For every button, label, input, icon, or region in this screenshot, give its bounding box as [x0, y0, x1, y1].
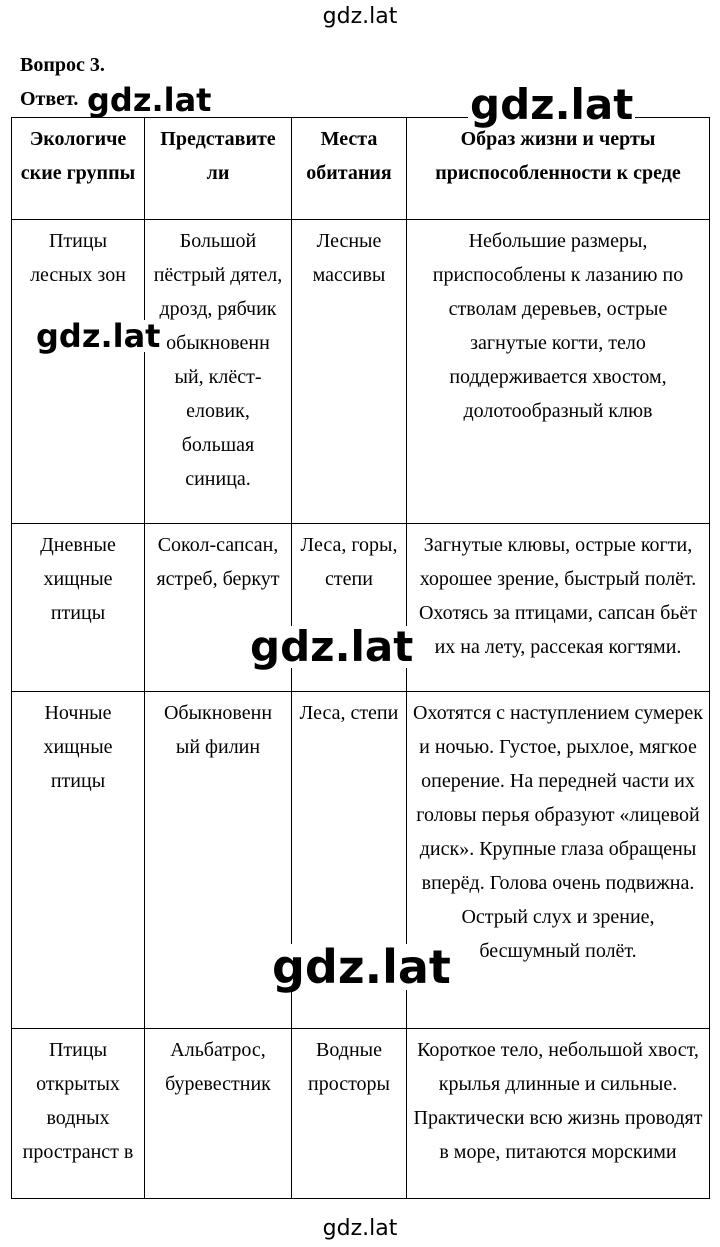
table-cell: Дневные хищные птицы: [12, 524, 145, 692]
table-cell: Птицы лесных зон: [12, 220, 145, 524]
header-cell: Представите ли: [145, 118, 292, 220]
question-title: Вопрос 3.: [20, 54, 105, 76]
table-cell: Небольшие размеры, приспособлены к лазанию по стволам деревьев, острые загнутые когти, тело поддерживается хвостом, долотообразный клюв: [407, 220, 710, 524]
table-cell: Птицы открытых водных пространст в: [12, 1029, 145, 1199]
answer-label: Ответ.: [20, 88, 79, 110]
table-cell: Леса, степи: [292, 692, 407, 1029]
header-cell: Экологиче ские группы: [12, 118, 145, 220]
watermark: gdz.lat: [470, 80, 634, 129]
table-header-row: [12, 118, 710, 220]
watermark: gdz.lat: [87, 81, 212, 119]
table-cell: Ночные хищные птицы: [12, 692, 145, 1029]
table-cell: Альбатрос, буревестник: [145, 1029, 292, 1199]
table-row: [12, 220, 710, 524]
table-cell: Большой пёстрый дятел, дрозд, рябчик обыкновенн ый, клёст-еловик, большая синица.: [145, 220, 292, 524]
site-header: gdz.lat: [322, 4, 398, 29]
watermark: gdz.lat: [272, 940, 451, 994]
table-cell: Охотятся с наступлением сумерек и ночью. Густое, рыхлое, мягкое оперение. На передней части их головы перья образуют «лицевой диск». Крупные глаза обращены вперёд. Голова очень подвижна. Острый слух и зрение, бесшумный полёт.: [407, 692, 710, 1029]
site-footer: gdz.lat: [322, 1216, 398, 1241]
header-cell: Места обитания: [292, 118, 407, 220]
table-cell: Водные просторы: [292, 1029, 407, 1199]
table-cell: Обыкновенн ый филин: [145, 692, 292, 1029]
table-cell: Загнутые клювы, острые когти, хорошее зрение, быстрый полёт. Охотясь за птицами, сапсан бьёт их на лету, рассекая когтями.: [407, 524, 710, 692]
table-row: [12, 1029, 710, 1199]
table-cell: Короткое тело, небольшой хвост, крылья длинные и сильные. Практически всю жизнь проводят в море, питаются морскими: [407, 1029, 710, 1199]
header-cell: Образ жизни и черты приспособленности к среде: [407, 118, 710, 220]
table-cell: Леса, горы, степи: [292, 524, 407, 692]
watermark: gdz.lat: [250, 622, 414, 671]
watermark: gdz.lat: [36, 317, 161, 355]
table-cell: Сокол-сапсан, ястреб, беркут: [145, 524, 292, 692]
table-cell: Лесные массивы: [292, 220, 407, 524]
